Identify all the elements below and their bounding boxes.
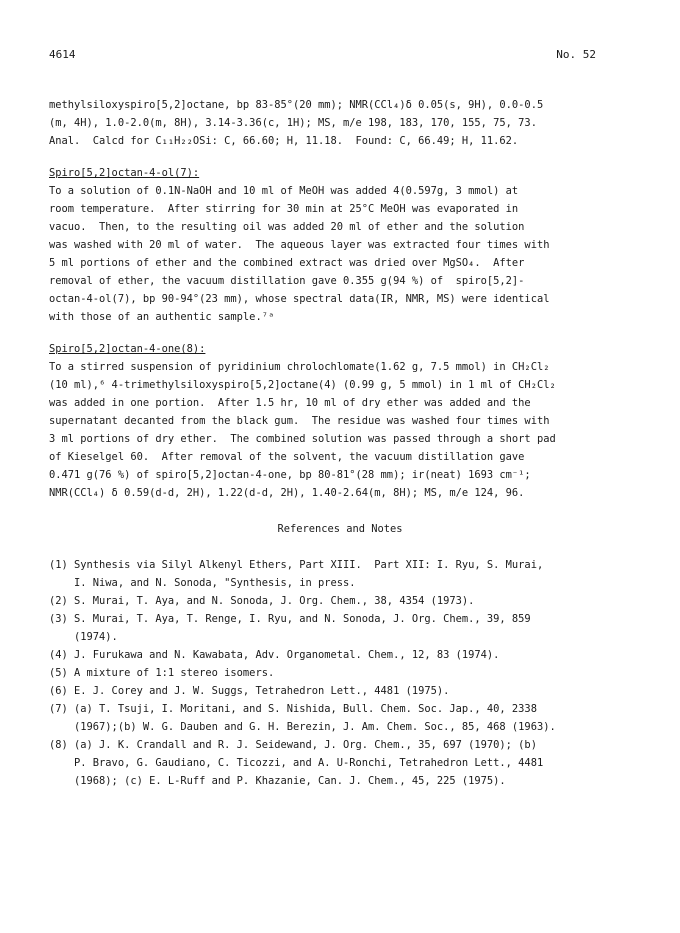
text-line: NMR(CCl₄) δ 0.59(d-d, 2H), 1.22(d-d, 2H), 1.40-2.64(m, 8H); MS, m/e 124, 96. (49, 487, 525, 499)
text-line: 5 ml portions of ether and the combined extract was dried over MgSO₄. After (49, 257, 525, 269)
reference-line: (1967);(b) W. G. Dauben and G. H. Berezin, J. Am. Chem. Soc., 85, 468 (1963). (49, 721, 556, 733)
reference-line: (1) Synthesis via Silyl Alkenyl Ethers, Part XIII. Part XII: I. Ryu, S. Murai, (49, 559, 544, 571)
reference-item (49, 610, 631, 646)
reference-item (49, 736, 631, 790)
reference-item (49, 592, 631, 610)
reference-item (49, 682, 631, 700)
reference-line: (5) A mixture of 1:1 stereo isomers. (49, 667, 275, 679)
reference-line: (1974). (49, 631, 118, 643)
reference-line: (3) S. Murai, T. Aya, T. Renge, I. Ryu, and N. Sonoda, J. Org. Chem., 39, 859 (49, 613, 531, 625)
text-line: of Kieselgel 60. After removal of the solvent, the vacuum distillation gave (49, 451, 525, 463)
reference-item (49, 664, 631, 682)
text-line: To a stirred suspension of pyridinium chrolochlomate(1.62 g, 7.5 mmol) in CH₂Cl₂ (49, 361, 550, 373)
reference-item (49, 646, 631, 664)
text-line: methylsiloxyspiro[5,2]octane, bp 83-85°(20 mm); NMR(CCl₄)δ 0.05(s, 9H), 0.0-0.5 (49, 99, 544, 111)
reference-line: (6) E. J. Corey and J. W. Suggs, Tetrahedron Lett., 4481 (1975). (49, 685, 450, 697)
document-body (49, 96, 631, 790)
section-heading: Spiro[5,2]octan-4-ol(7): (49, 167, 200, 179)
references-title: References and Notes (277, 523, 403, 535)
text-line: was added in one portion. After 1.5 hr, 10 ml of dry ether was added and the (49, 397, 531, 409)
reference-line: (2) S. Murai, T. Aya, and N. Sonoda, J. Org. Chem., 38, 4354 (1973). (49, 595, 475, 607)
text-line: removal of ether, the vacuum distillation gave 0.355 g(94 %) of spiro[5,2]- (49, 275, 525, 287)
reference-line: (7) (a) T. Tsuji, I. Moritani, and S. Nishida, Bull. Chem. Soc. Jap., 40, 2338 (49, 703, 537, 715)
text-line: octan-4-ol(7), bp 90-94°(23 mm), whose spectral data(IR, NMR, MS) were identical (49, 293, 550, 305)
reference-line: (4) J. Furukawa and N. Kawabata, Adv. Organometal. Chem., 12, 83 (1974). (49, 649, 500, 661)
text-line: was washed with 20 ml of water. The aqueous layer was extracted four times with (49, 239, 550, 251)
intro-paragraph (49, 96, 631, 150)
reference-line: P. Bravo, G. Gaudiano, C. Ticozzi, and A. U-Ronchi, Tetrahedron Lett., 4481 (49, 757, 544, 769)
page-number: 4614 (49, 48, 76, 61)
journal-issue: No. 52 (556, 48, 596, 61)
text-line: 3 ml portions of dry ether. The combined solution was passed through a short pad (49, 433, 556, 445)
references-list (49, 556, 631, 790)
text-line: Anal. Calcd for C₁₁H₂₂OSi: C, 66.60; H, 11.18. Found: C, 66.49; H, 11.62. (49, 135, 519, 147)
section-heading: Spiro[5,2]octan-4-one(8): (49, 343, 206, 355)
reference-line: I. Niwa, and N. Sonoda, "Synthesis, in press. (49, 577, 356, 589)
text-line: with those of an authentic sample.⁷ᵃ (49, 311, 275, 323)
text-line: To a solution of 0.1N-NaOH and 10 ml of MeOH was added 4(0.597g, 3 mmol) at (49, 185, 519, 197)
text-line: supernatant decanted from the black gum. The residue was washed four times with (49, 415, 550, 427)
text-line: (m, 4H), 1.0-2.0(m, 8H), 3.14-3.36(c, 1H); MS, m/e 198, 183, 170, 155, 75, 73. (49, 117, 537, 129)
text-line: (10 ml),⁶ 4-trimethylsiloxyspiro[5,2]octane(4) (0.99 g, 5 mmol) in 1 ml of CH₂Cl₂ (49, 379, 556, 391)
reference-item (49, 700, 631, 736)
section-spiro-octanone (49, 340, 631, 502)
text-line: 0.471 g(76 %) of spiro[5,2]octan-4-one, bp 80-81°(28 mm); ir(neat) 1693 cm⁻¹; (49, 469, 531, 481)
reference-line: (1968); (c) E. L-Ruff and P. Khazanie, Can. J. Chem., 45, 225 (1975). (49, 775, 506, 787)
text-line: room temperature. After stirring for 30 min at 25°C MeOH was evaporated in (49, 203, 519, 215)
reference-item (49, 556, 631, 592)
text-line: vacuo. Then, to the resulting oil was added 20 ml of ether and the solution (49, 221, 525, 233)
reference-line: (8) (a) J. K. Crandall and R. J. Seidewand, J. Org. Chem., 35, 697 (1970); (b) (49, 739, 537, 751)
section-spiro-octanol (49, 164, 631, 326)
